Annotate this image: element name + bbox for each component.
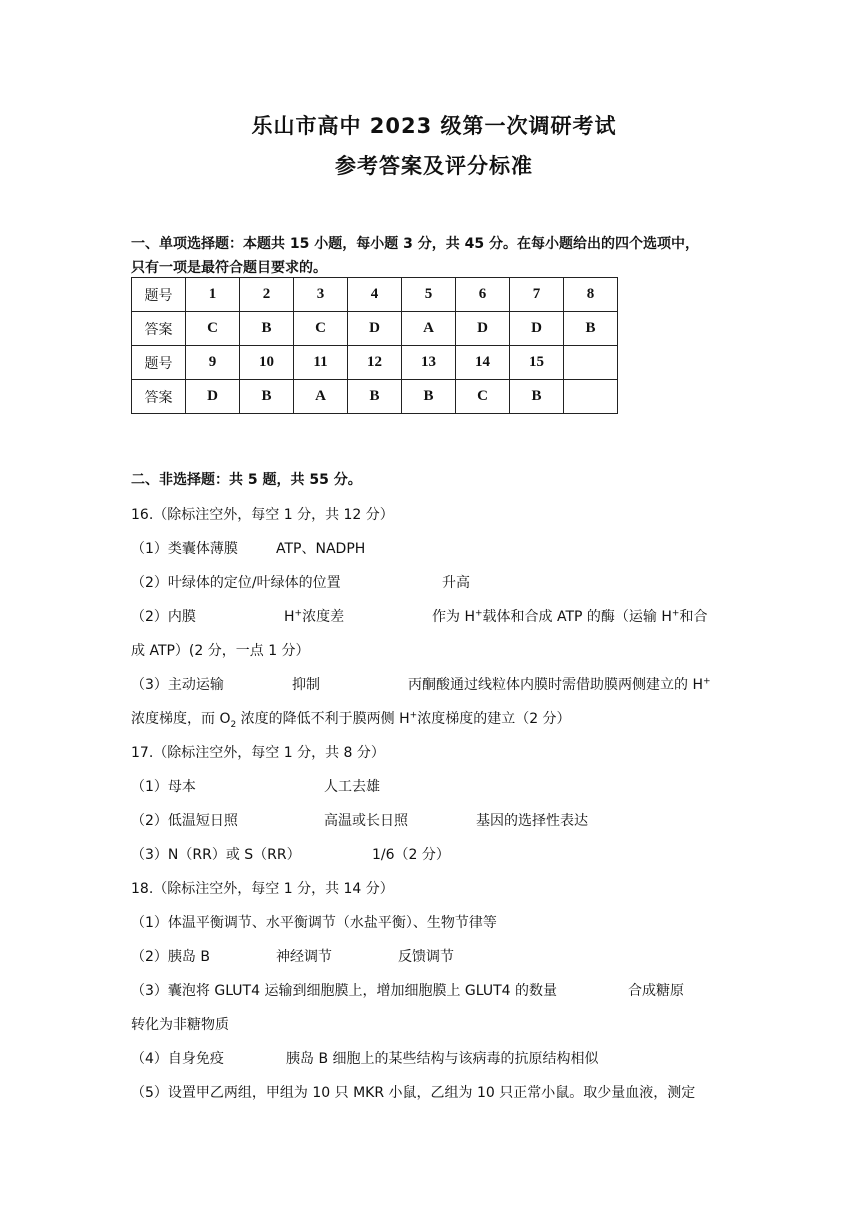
question-number: 8: [564, 278, 618, 312]
answer-cell: C: [294, 312, 348, 346]
q17-heading: 17.（除标注空外，每空 1 分，共 8 分）: [131, 745, 385, 761]
answer-cell: C: [186, 312, 240, 346]
question-number: 2: [240, 278, 294, 312]
answer-cell: D: [186, 380, 240, 414]
answer-text: （3）主动运输: [131, 677, 224, 693]
answer-table: [131, 277, 618, 414]
question-number: 6: [456, 278, 510, 312]
answer-cell: C: [456, 380, 510, 414]
answer-cell: A: [402, 312, 456, 346]
answer-text: 胰岛 B 细胞上的某些结构与该病毒的抗原结构相似: [286, 1051, 599, 1067]
answer-text: （2）胰岛 B: [131, 949, 210, 965]
question-number: 5: [402, 278, 456, 312]
section2-heading: 二、非选择题：共 5 题，共 55 分。: [131, 472, 362, 488]
answer-text: 高温或长日照: [324, 813, 408, 829]
answer-cell: B: [348, 380, 402, 414]
answer-text: 基因的选择性表达: [476, 813, 588, 829]
answer-cell: B: [240, 380, 294, 414]
superscript: +: [294, 608, 303, 619]
question-number: 4: [348, 278, 402, 312]
q18-line-1: （1）体温平衡调节、水平衡调节（水盐平衡）、生物节律等: [131, 915, 497, 931]
q16-line-4: 成 ATP）(2 分，一点 1 分）: [131, 643, 310, 659]
answer-text: 浓度梯度的建立（2 分）: [417, 711, 571, 727]
answer-text: 丙酮酸通过线粒体内膜时需借助膜两侧建立的 H: [408, 677, 703, 693]
row-label-answer: 答案: [132, 312, 186, 346]
answer-cell: A: [294, 380, 348, 414]
superscript: +: [702, 676, 711, 687]
answer-text: 作为 H: [432, 609, 475, 625]
section1-instructions-line1: 一、单项选择题：本题共 15 小题，每小题 3 分，共 45 分。在每小题给出的四个选项中，: [131, 236, 699, 252]
answer-text: 1/6（2 分）: [372, 847, 450, 863]
section1-instructions-line2: 只有一项是最符合题目要求的。: [131, 260, 327, 276]
answer-text: [284, 607, 344, 627]
answer-text: （2）内膜: [131, 609, 196, 625]
answer-cell: B: [240, 312, 294, 346]
answer-text: （1）母本: [131, 779, 196, 795]
question-number: 1: [186, 278, 240, 312]
table-row: [132, 380, 618, 414]
answer-text: [408, 675, 711, 695]
superscript: +: [671, 608, 680, 619]
answer-text: H: [284, 609, 295, 625]
answer-text: 升高: [442, 575, 470, 591]
table-row: [132, 312, 618, 346]
row-label-question: 题号: [132, 346, 186, 380]
answer-text: 人工去雄: [324, 779, 380, 795]
answer-text: 抑制: [292, 677, 320, 693]
row-label-answer: 答案: [132, 380, 186, 414]
q18-line-4: 转化为非糖物质: [131, 1017, 229, 1033]
question-number: 15: [510, 346, 564, 380]
question-number: 11: [294, 346, 348, 380]
answer-cell: B: [402, 380, 456, 414]
answer-text: 浓度差: [302, 609, 345, 625]
question-number: 10: [240, 346, 294, 380]
answer-text: 神经调节: [276, 949, 332, 965]
page-title: 乐山市高中 2023 级第一次调研考试: [251, 114, 617, 138]
answer-text: 浓度梯度，而 O: [131, 711, 231, 727]
answer-text: （2）低温短日照: [131, 813, 238, 829]
answer-cell: B: [564, 312, 618, 346]
empty-cell: [564, 380, 618, 414]
q18-heading: 18.（除标注空外，每空 1 分，共 14 分）: [131, 881, 394, 897]
q16-line-6: [131, 709, 571, 729]
superscript: +: [409, 710, 418, 721]
answer-text: 合成糖原: [628, 983, 684, 999]
table-row: [132, 278, 618, 312]
answer-text: 反馈调节: [398, 949, 454, 965]
empty-cell: [564, 346, 618, 380]
answer-text: ATP、NADPH: [276, 541, 366, 557]
answer-text: （4）自身免疫: [131, 1051, 224, 1067]
question-number: 14: [456, 346, 510, 380]
answer-text: （3）N（RR）或 S（RR）: [131, 847, 301, 863]
row-label-question: 题号: [132, 278, 186, 312]
question-number: 12: [348, 346, 402, 380]
answer-cell: D: [456, 312, 510, 346]
answer-text: 和合: [679, 609, 708, 625]
answer-text: 浓度的降低不利于膜两侧 H: [236, 711, 410, 727]
q18-line-6: （5）设置甲乙两组，甲组为 10 只 MKR 小鼠，乙组为 10 只正常小鼠。取少量血液，测定: [131, 1085, 696, 1101]
table-row: [132, 346, 618, 380]
question-number: 13: [402, 346, 456, 380]
answer-text: 载体和合成 ATP 的酶（运输 H: [482, 609, 672, 625]
question-number: 7: [510, 278, 564, 312]
answer-text: [432, 607, 707, 627]
answer-text: （1）类囊体薄膜: [131, 541, 238, 557]
q16-heading: 16.（除标注空外，每空 1 分，共 12 分）: [131, 507, 394, 523]
answer-cell: D: [348, 312, 402, 346]
page-subtitle: 参考答案及评分标准: [335, 154, 533, 178]
answer-cell: B: [510, 380, 564, 414]
subscript: 2: [230, 719, 237, 730]
question-number: 3: [294, 278, 348, 312]
question-number: 9: [186, 346, 240, 380]
answer-cell: D: [510, 312, 564, 346]
answer-text: （2）叶绿体的定位/叶绿体的位置: [131, 575, 341, 591]
superscript: +: [474, 608, 483, 619]
answer-text: （3）囊泡将 GLUT4 运输到细胞膜上，增加细胞膜上 GLUT4 的数量: [131, 983, 558, 999]
